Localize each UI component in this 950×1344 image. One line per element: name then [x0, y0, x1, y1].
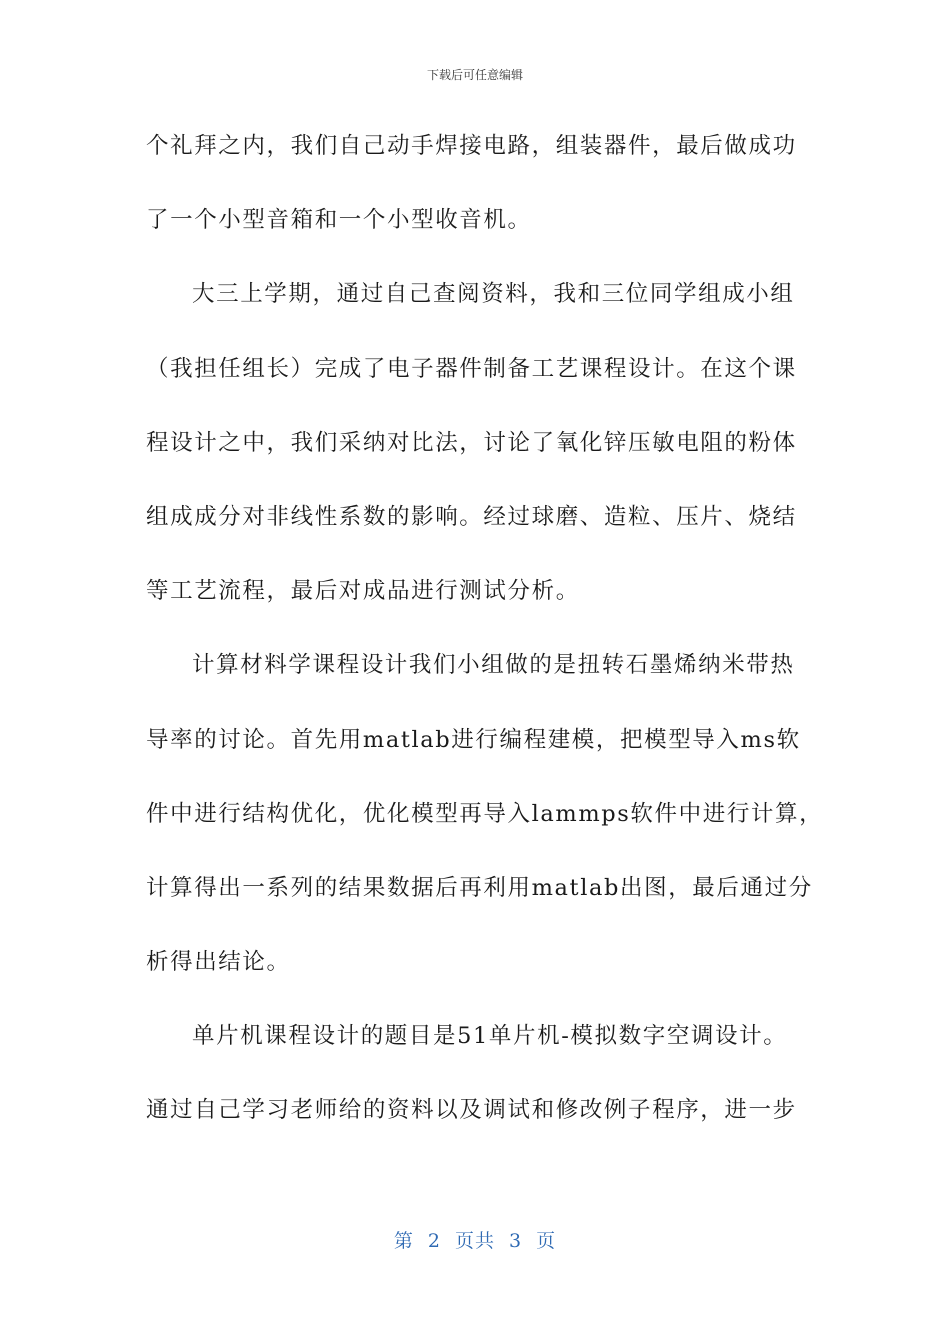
page-header-note: 下载后可任意编辑 — [426, 68, 523, 82]
paragraph-start-line: 单片机课程设计的题目是51单片机-模拟数字空调设计。 — [192, 1023, 788, 1050]
footer-prefix: 第 — [393, 1230, 414, 1252]
paragraph-start-line: 大三上学期，通过自己查阅资料，我和三位同学组成小组 — [192, 281, 795, 308]
page-footer — [0, 1226, 950, 1253]
footer-mid: 页共 — [454, 1230, 495, 1252]
text-line: 组成成分对非线性系数的影响。经过球磨、造粒、压片、烧结 — [146, 503, 797, 530]
text-line: 通过自己学习老师给的资料以及调试和修改例子程序，进一步 — [146, 1097, 797, 1124]
text-line: 个礼拜之内，我们自己动手焊接电路，组装器件，最后做成功 — [146, 133, 797, 159]
text-line: 等工艺流程，最后对成品进行测试分析。 — [146, 578, 580, 605]
text-line: 了一个小型音箱和一个小型收音机。 — [146, 207, 532, 234]
document-body — [146, 122, 824, 1161]
text-line: 计算得出一系列的结果数据后再利用matlab出图，最后通过分 — [146, 874, 813, 901]
current-page-number: 2 — [427, 1230, 441, 1252]
footer-suffix: 页 — [536, 1230, 557, 1252]
text-line: （我担任组长）完成了电子器件制备工艺课程设计。在这个课 — [146, 355, 797, 382]
total-pages-number: 3 — [509, 1230, 523, 1252]
paragraph-start-line: 计算材料学课程设计我们小组做的是扭转石墨烯纳米带热 — [192, 652, 795, 679]
text-line: 析得出结论。 — [146, 949, 291, 976]
text-line: 导率的讨论。首先用matlab进行编程建模，把模型导入ms软 — [146, 726, 801, 753]
text-line: 程设计之中，我们采纳对比法，讨论了氧化锌压敏电阻的粉体 — [146, 429, 797, 456]
text-line: 件中进行结构优化，优化模型再导入lammps软件中进行计算， — [146, 800, 824, 827]
